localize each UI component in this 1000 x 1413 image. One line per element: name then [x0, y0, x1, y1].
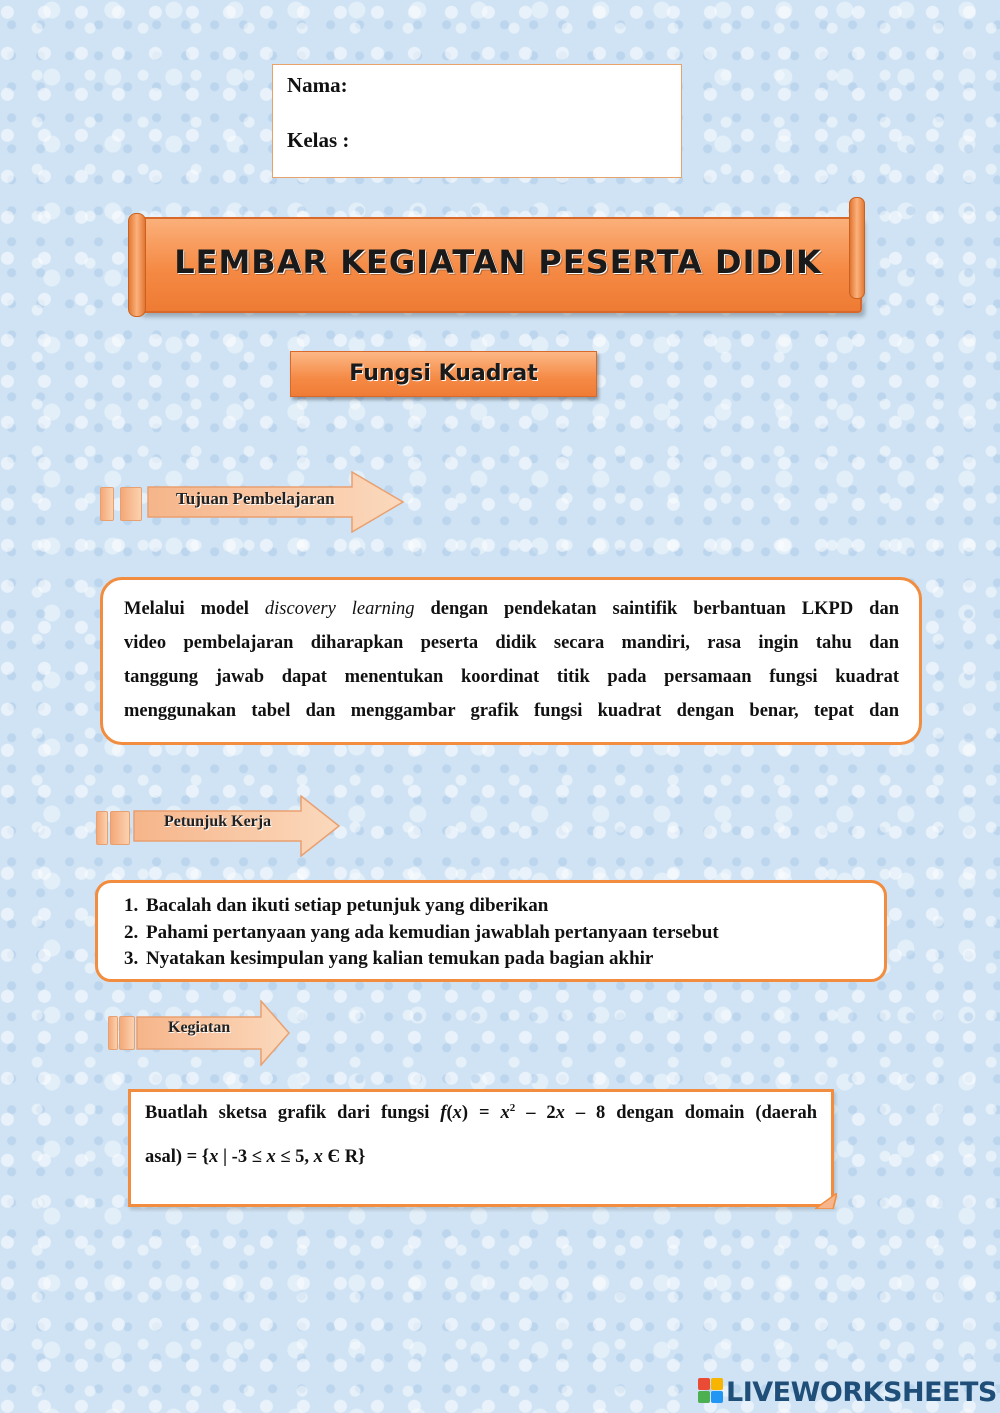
- arrow-bar: [100, 487, 114, 521]
- item-text: Pahami pertanyaan yang ada kemudian jawablah pertanyaan tersebut: [146, 921, 719, 943]
- page-title: LEMBAR KEGIATAN PESERTA DIDIK: [174, 243, 822, 281]
- item-number: 3.: [124, 948, 139, 969]
- petunjuk-list: [124, 893, 719, 973]
- nama-label: Nama:: [287, 73, 348, 97]
- text-segment: Є R}: [327, 1147, 366, 1167]
- text-segment: asal) = {: [145, 1147, 210, 1167]
- liveworksheets-logo-icon: [698, 1378, 724, 1404]
- petunjuk-item: [124, 920, 719, 947]
- liveworksheets-logo: [698, 1377, 997, 1409]
- exponent: 2: [509, 1102, 516, 1114]
- text-line: tanggung jawab dapat menentukan koordinat titik pada persamaan fungsi kuadrat: [124, 667, 899, 687]
- text-segment: dengan pendekatan saintifik berbantuan LKPD dan: [430, 599, 899, 619]
- text-segment: Buatlah sketsa grafik dari fungsi: [145, 1103, 430, 1124]
- variable-x: x: [209, 1147, 219, 1167]
- section-label: Kegiatan: [168, 1019, 231, 1036]
- text-line: menggunakan tabel dan menggambar grafik fungsi kuadrat dengan benar, tepat dan: [124, 701, 899, 721]
- tujuan-paragraph: [124, 592, 899, 728]
- kegiatan-line-2: [145, 1147, 365, 1168]
- arrow-bar: [110, 811, 130, 845]
- variable-x: x: [452, 1103, 462, 1124]
- text-segment: – 8 dengan domain (daerah: [575, 1103, 818, 1124]
- arrow-bar: [120, 487, 142, 521]
- item-text: Nyatakan kesimpulan yang kalian temukan pada bagian akhir: [146, 948, 654, 969]
- petunjuk-item: [124, 946, 719, 973]
- section-label: Tujuan Pembelajaran: [176, 489, 335, 508]
- kegiatan-box: [128, 1089, 834, 1207]
- text-segment: Melalui model: [124, 599, 249, 619]
- logo-text: LIVEWORKSHEETS: [726, 1377, 997, 1408]
- item-number: 1.: [124, 895, 139, 916]
- title-banner: [128, 205, 865, 315]
- variable-x: x: [555, 1103, 565, 1124]
- arrow-bar: [119, 1016, 135, 1050]
- petunjuk-item: [124, 893, 719, 920]
- page-curl-icon: [815, 1193, 837, 1209]
- tujuan-box: [100, 577, 922, 745]
- arrow-bar: [96, 811, 108, 845]
- kelas-label: Kelas :: [287, 128, 350, 152]
- variable-x: x: [266, 1147, 276, 1167]
- petunjuk-box: [95, 880, 887, 982]
- arrow-bar: [108, 1016, 118, 1050]
- text-line: video pembelajaran diharapkan peserta didik secara mandiri, rasa ingin tahu dan: [124, 633, 899, 653]
- item-text: Bacalah dan ikuti setiap petunjuk yang diberikan: [146, 895, 549, 916]
- text-segment: | -3 ≤: [222, 1147, 262, 1167]
- variable-x: x: [500, 1103, 510, 1124]
- section-label: Petunjuk Kerja: [164, 813, 272, 830]
- topic-subtitle: Fungsi Kuadrat: [290, 351, 597, 397]
- variable-x: x: [313, 1147, 323, 1167]
- function-name: f: [440, 1103, 447, 1124]
- item-number: 2.: [124, 921, 139, 943]
- kegiatan-line-1: Buatlah sketsa grafik dari fungsi $f(x) = x^2 - 2x - 8$ dengan domain (daerah: [145, 1102, 818, 1124]
- text-segment: ≤ 5,: [280, 1147, 310, 1167]
- section-header-kegiatan: [108, 1000, 292, 1062]
- section-header-petunjuk: [96, 795, 342, 857]
- text-segment: – 2: [526, 1103, 556, 1124]
- student-info-box: [272, 64, 682, 178]
- text-emphasis: discovery learning: [264, 599, 415, 619]
- section-header-tujuan: [100, 471, 405, 533]
